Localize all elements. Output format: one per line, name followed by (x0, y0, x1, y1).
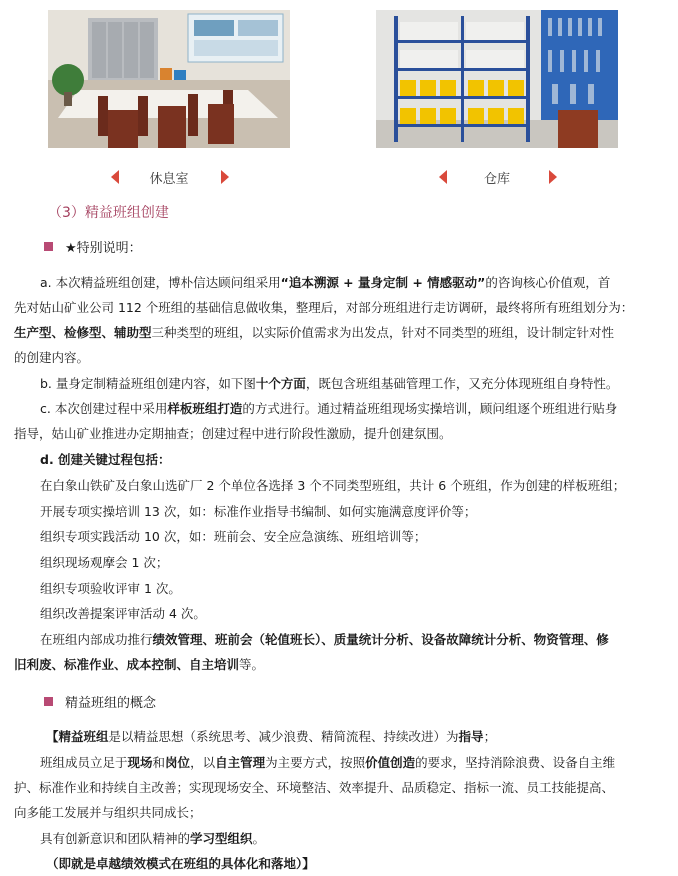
guidance-term: 指导 (458, 729, 484, 744)
special-note-heading-text: ★特别说明： (65, 241, 142, 256)
concept-paragraph-4: （即就是卓越绩效模式在班组的具体化和落地）】 (46, 856, 315, 871)
text: 。 (252, 831, 266, 846)
paragraph-d-heading: d. 创建关键过程包括： (40, 452, 171, 467)
text: 在班组内部成功推行 (40, 632, 153, 647)
next-arrow-icon[interactable] (221, 170, 229, 184)
text: 为主要方式，按照 (265, 755, 366, 770)
value-creation-term: 价值创造 (365, 755, 416, 770)
warehouse-caption-row (376, 167, 618, 187)
team-types-text: 生产型、检修型、辅助型 (14, 325, 152, 340)
bracket-text: 【 (46, 729, 59, 744)
process-item-summary-line-1 (14, 627, 666, 652)
paragraph-a-line-3 (14, 320, 666, 345)
process-item: 组织专项实践活动 10 次，如：班前会、安全应急演练、班组培训等； (40, 529, 427, 544)
text: 具有创新意识和团队精神的 (40, 831, 191, 846)
warehouse-caption: 仓库 (483, 171, 510, 187)
paragraph-c-line-1 (14, 396, 666, 421)
learning-organization-term: 学习型组织 (190, 831, 253, 846)
process-item: 组织专项验收评审 1 次。 (40, 581, 181, 596)
square-bullet-icon (44, 242, 53, 251)
text: b. 量身定制精益班组创建内容，如下图 (40, 376, 256, 391)
text: 的咨询核心价值观，首 (485, 275, 611, 290)
square-bullet-icon (44, 697, 53, 706)
text: 三种类型的班组，以实际价值需求为出发点，针对不同类型的班组，设计制定针对性 (151, 325, 615, 340)
warehouse-photo (376, 10, 618, 148)
text: 的要求，坚持消除浪费、设备自主维 (415, 755, 616, 770)
text: ； (483, 729, 497, 744)
concept-heading (44, 692, 156, 711)
model-team-text: 样板班组打造 (167, 401, 243, 416)
process-item-summary-line-2 (14, 652, 666, 677)
text: 是以精益思想（系统思考、减少浪费、精简流程、持续改进）为 (108, 729, 459, 744)
text: a. 本次精益班组创建，博朴信达顾问组采用 (40, 275, 281, 290)
ten-aspects-text: 十个方面 (255, 376, 306, 391)
paragraph-b (14, 371, 666, 396)
text: c. 本次创建过程中采用 (40, 401, 168, 416)
paragraph-c-line-2: 指导，姑山矿业推进办定期抽查；创建过程中进行阶段性激励，提升创建氛围。 (14, 426, 452, 441)
previous-arrow-icon[interactable] (439, 170, 447, 184)
next-arrow-icon[interactable] (549, 170, 557, 184)
practices-text: 绩效管理、班前会（轮值班长）、质量统计分析、设备故障统计分析、物资管理、修 (152, 632, 609, 647)
concept-paragraph-2-line-2: 护、标准作业和持续自主改善；实现现场安全、环境整洁、效率提升、品质稳定、指标一流、员工技能提高、 (14, 780, 615, 795)
paragraph-a-line-4: 的创建内容。 (14, 350, 90, 365)
practices-text: 旧利废、标准作业、成本控制、自主培训 (14, 657, 240, 672)
post-term: 岗位 (165, 755, 191, 770)
previous-arrow-icon[interactable] (111, 170, 119, 184)
section-title: （3）精益班组创建 (48, 205, 169, 221)
process-item: 组织现场观摩会 1 次； (40, 555, 169, 570)
paragraph-a-line-1 (14, 270, 666, 295)
text: ，以 (190, 755, 216, 770)
text: 和 (152, 755, 166, 770)
process-item: 开展专项实操培训 13 次，如：标准作业指导书编制、如何实施满意度评价等； (40, 504, 477, 519)
concept-paragraph-2-line-3: 向多能工发展并与组织共同成长； (14, 805, 202, 820)
concept-paragraph-2-line-1 (14, 750, 666, 775)
self-management-term: 自主管理 (215, 755, 266, 770)
text: ，既包含班组基础管理工作，又充分体现班组自身特性。 (305, 376, 619, 391)
break-room-photo (48, 10, 290, 148)
process-item: 组织改善提案评审活动 4 次。 (40, 606, 206, 621)
concept-paragraph-1 (14, 724, 666, 749)
process-item: 在白象山铁矿及白象山选矿厂 2 个单位各选择 3 个不同类型班组，共计 6 个班组，作为创建的样板班组； (40, 478, 626, 493)
special-note-heading (44, 237, 142, 256)
text: 班组成员立足于 (40, 755, 128, 770)
break-room-caption: 休息室 (149, 171, 189, 187)
text: 等。 (239, 657, 265, 672)
break-room-caption-row (48, 167, 290, 187)
concept-paragraph-3 (14, 826, 666, 851)
site-term: 现场 (127, 755, 153, 770)
lean-team-term: 精益班组 (58, 729, 109, 744)
concept-heading-text: 精益班组的概念 (65, 696, 157, 711)
text: 的方式进行。通过精益班组现场实操培训，顾问组逐个班组进行贴身 (242, 401, 618, 416)
core-values-text: “追本溯源 + 量身定制 + 情感驱动” (280, 275, 486, 290)
paragraph-a-line-2: 先对姑山矿业公司 112 个班组的基础信息做收集，整理后，对部分班组进行走访调研，最终将所有班组划分为： (14, 300, 634, 315)
